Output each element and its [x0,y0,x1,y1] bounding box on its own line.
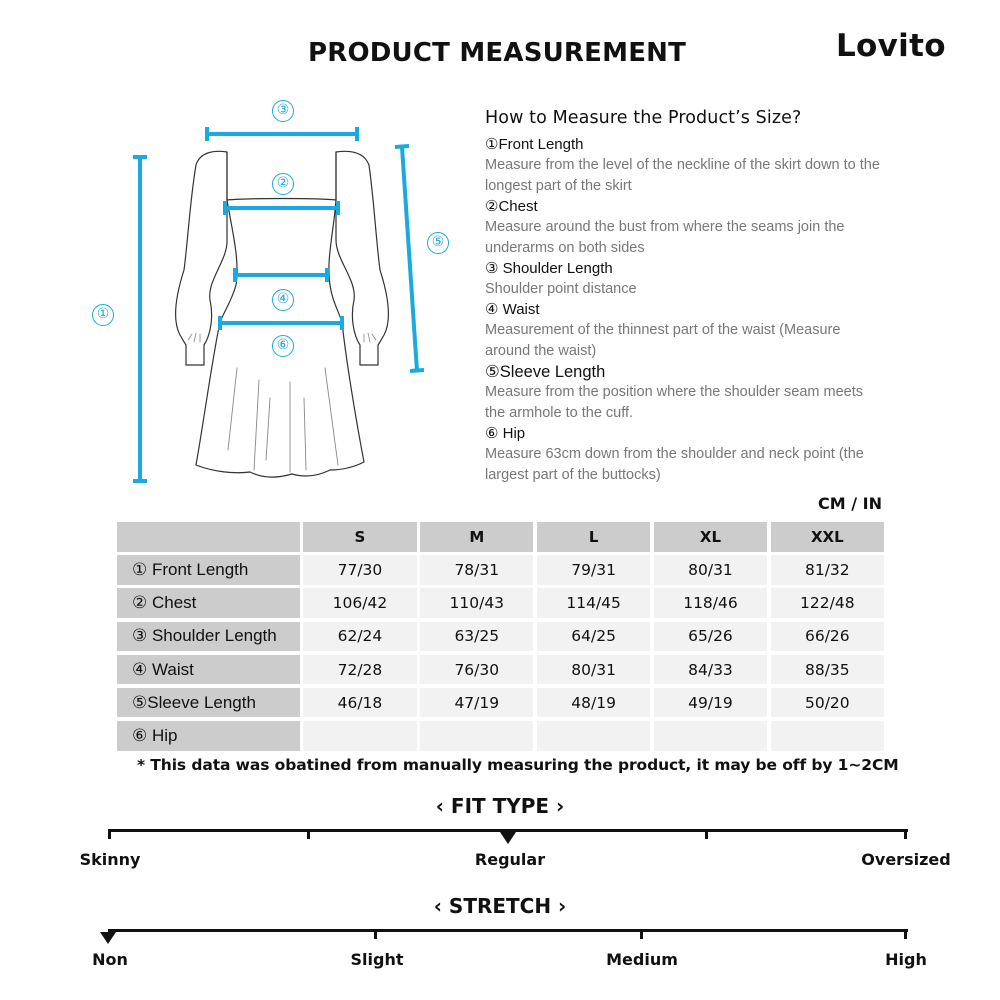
table-cell [420,721,533,751]
table-cell: 84/33 [654,655,767,685]
badge-sleeve-length: ⑤ [427,232,449,254]
dress-measurement-diagram [0,0,470,500]
fit-tick [904,829,907,839]
table-header-row [117,522,884,555]
table-cell: 106/42 [303,588,416,618]
table-cell: 65/26 [654,622,767,652]
row-label: ③ Shoulder Length [117,622,300,652]
table-cell: 64/25 [537,622,650,652]
table-row [117,622,884,655]
fit-selected-marker-icon [500,832,516,844]
table-cell: 114/45 [537,588,650,618]
stretch-scale-line [108,929,908,932]
table-cell [303,721,416,751]
instruction-waist [485,300,885,362]
table-row [117,721,884,754]
instruction-label: ⑥ Hip [485,425,526,442]
stretch-selected-marker-icon [100,932,116,944]
table-corner-cell [117,522,300,552]
instruction-label: ⑤Sleeve Length [485,363,606,381]
table-cell: 110/43 [420,588,533,618]
measurement-instructions [485,108,885,486]
stretch-tick [640,929,643,939]
table-row [117,588,884,621]
row-label: ⑤Sleeve Length [117,688,300,718]
table-cell: 72/28 [303,655,416,685]
stretch-tick [904,929,907,939]
row-label: ④ Waist [117,655,300,685]
column-header: M [420,522,533,552]
table-row [117,555,884,588]
instruction-hip [485,424,885,486]
fit-type-title: ‹ FIT TYPE › [435,794,565,818]
instruction-desc: Measure around the bust from where the seams join the underarms on both sides [485,219,845,256]
table-cell: 66/26 [771,622,884,652]
stretch-label-medium: Medium [606,950,678,969]
table-cell: 79/31 [537,555,650,585]
fit-tick [108,829,111,839]
instruction-shoulder-length [485,259,885,300]
badge-waist: ④ [272,289,294,311]
instructions-heading: How to Measure the Product’s Size? [485,108,802,128]
table-cell: 76/30 [420,655,533,685]
instruction-label: ③ Shoulder Length [485,260,613,277]
table-cell: 62/24 [303,622,416,652]
table-cell: 50/20 [771,688,884,718]
stretch-title: ‹ STRETCH › [433,894,567,918]
stretch-tick [374,929,377,939]
disclaimer-note: * This data was obatined from manually measuring the product, it may be off by 1~2CM [137,756,899,774]
row-label: ⑥ Hip [117,721,300,751]
table-cell [537,721,650,751]
instruction-desc: Measure 63cm down from the shoulder and neck point (the largest part of the buttocks) [485,446,864,483]
row-label: ② Chest [117,588,300,618]
instruction-desc: Shoulder point distance [485,281,637,297]
table-cell [654,721,767,751]
table-cell: 80/31 [537,655,650,685]
fit-label-regular: Regular [474,850,546,869]
stretch-label-high: High [885,950,927,969]
table-cell: 48/19 [537,688,650,718]
stretch-label-slight: Slight [350,950,404,969]
table-cell [771,721,884,751]
instruction-chest [485,197,885,259]
badge-shoulder: ③ [272,100,294,122]
badge-front-length: ① [92,304,114,326]
table-cell: 118/46 [654,588,767,618]
table-cell: 88/35 [771,655,884,685]
table-cell: 49/19 [654,688,767,718]
column-header: S [303,522,416,552]
instruction-label: ①Front Length [485,136,584,153]
fit-tick [705,829,708,839]
table-row [117,655,884,688]
instruction-sleeve-length [485,362,885,424]
size-table [117,522,884,754]
fit-label-oversized: Oversized [861,850,951,869]
instruction-desc: Measure from the position where the shoulder seam meets the armhole to the cuff. [485,384,863,421]
page-title: PRODUCT MEASUREMENT [308,38,687,68]
unit-label: CM / IN [818,494,882,513]
instruction-desc: Measure from the level of the neckline of the skirt down to the longest part of the skirt [485,157,880,194]
table-cell: 77/30 [303,555,416,585]
column-header: XXL [771,522,884,552]
instruction-desc: Measurement of the thinnest part of the waist (Measure around the waist) [485,322,841,359]
table-cell: 46/18 [303,688,416,718]
table-cell: 78/31 [420,555,533,585]
table-cell: 81/32 [771,555,884,585]
table-cell: 80/31 [654,555,767,585]
table-cell: 63/25 [420,622,533,652]
instruction-label: ②Chest [485,198,538,215]
dress-illustration-icon [0,0,470,500]
brand-logo: Lovito [836,28,946,64]
table-cell: 47/19 [420,688,533,718]
table-row [117,688,884,721]
column-header: L [537,522,650,552]
badge-hip: ⑥ [272,335,294,357]
instruction-label: ④ Waist [485,301,540,318]
badge-chest: ② [272,173,294,195]
instruction-front-length [485,135,885,197]
stretch-label-non: Non [92,950,128,969]
row-label: ① Front Length [117,555,300,585]
fit-tick [307,829,310,839]
fit-label-skinny: Skinny [79,850,141,869]
column-header: XL [654,522,767,552]
table-cell: 122/48 [771,588,884,618]
